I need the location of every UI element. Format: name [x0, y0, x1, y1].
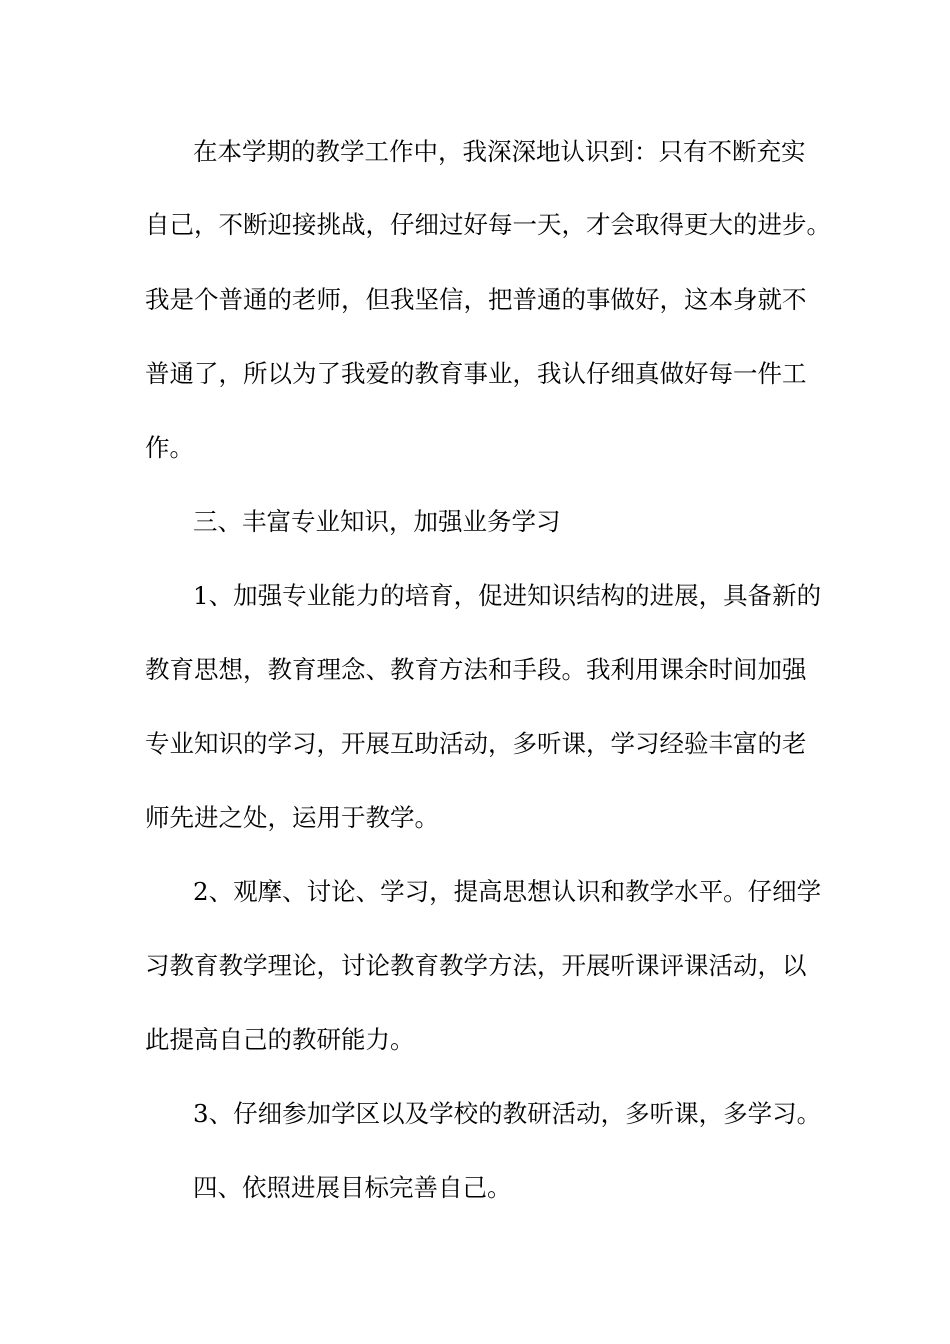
- paragraph-line: 教育思想，教育理念、教育方法和手段。我利用课余时间加强: [145, 655, 807, 684]
- paragraph-line: 1、加强专业能力的培育，促进知识结构的进展，具备新的: [193, 581, 822, 610]
- paragraph-line: 自己，不断迎接挑战，仔细过好每一天，才会取得更大的进步。: [145, 210, 831, 239]
- paragraph-line: 作。: [145, 433, 194, 462]
- paragraph-line: 习教育教学理论，讨论教育教学方法，开展听课评课活动，以: [145, 951, 807, 980]
- section-heading: 三、丰富专业知识，加强业务学习: [193, 507, 561, 536]
- section-heading: 四、依照进展目标完善自己。: [193, 1173, 512, 1202]
- paragraph-line: 普通了，所以为了我爱的教育事业，我认仔细真做好每一件工: [145, 359, 807, 388]
- paragraph-line: 3、仔细参加学区以及学校的教研活动，多听课，多学习。: [193, 1099, 822, 1128]
- paragraph-line: 专业知识的学习，开展互助活动，多听课，学习经验丰富的老: [145, 729, 807, 758]
- paragraph-line: 我是个普通的老师，但我坚信，把普通的事做好，这本身就不: [145, 285, 807, 314]
- paragraph-line: 在本学期的教学工作中，我深深地认识到：只有不断充实: [193, 137, 806, 166]
- paragraph-line: 师先进之处，运用于教学。: [145, 803, 439, 832]
- paragraph-line: 2、观摩、讨论、学习，提高思想认识和教学水平。仔细学: [193, 877, 822, 906]
- paragraph-line: 此提高自己的教研能力。: [145, 1025, 415, 1054]
